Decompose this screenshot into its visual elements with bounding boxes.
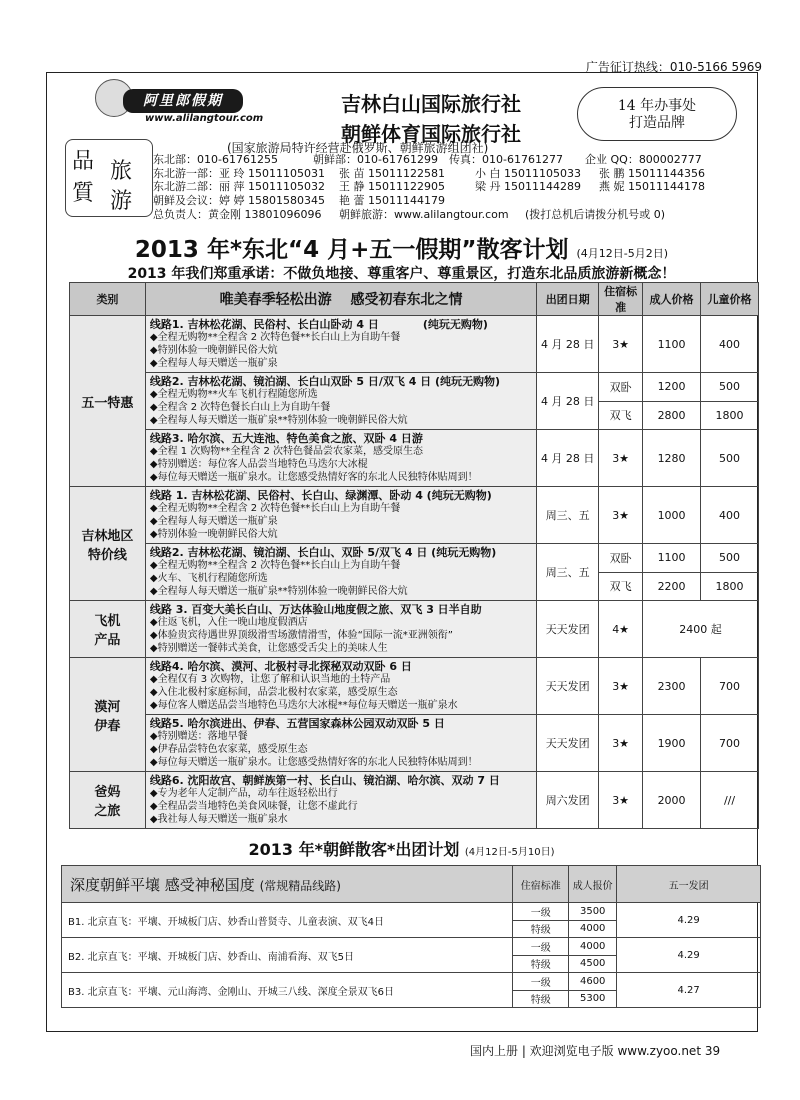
level-cell: 特级 [513, 955, 569, 973]
std-cell: 双卧 [599, 544, 643, 573]
route-bullet: ◆全程每人每天赠送一瓶矿泉 [149, 358, 278, 369]
table-row [70, 373, 759, 402]
header-date: 五一发团 [617, 866, 761, 903]
date-cell: 周六发团 [537, 772, 599, 829]
contact: 张 苗 15011122581 [339, 166, 445, 180]
child-cell: 700 [701, 658, 759, 715]
child-cell: 1800 [701, 401, 759, 430]
route-bullet: ◆特别体验一晚朝鲜民俗大炕 [149, 529, 278, 540]
route-cell: B2. 北京直飞：平壤、开城板门店、妙香山、南浦看海、双飞5日 [62, 938, 513, 973]
table-row [70, 772, 759, 829]
table-row [62, 938, 761, 956]
table-row [70, 430, 759, 487]
date-cell: 周三、五 [537, 487, 599, 544]
route-cell [145, 316, 536, 373]
contact: 传真：010-61761277 [449, 153, 563, 166]
header-category: 类别 [70, 283, 146, 316]
route-bullet: ◆伊春品尝特色农家菜，感受原生态 [149, 744, 308, 755]
route-title: 线路 1. 吉林松花湖、民俗村、长白山、绿渊潭、卧动 4 (纯玩无购物) [149, 489, 492, 502]
route-cell: B1. 北京直飞：平壤、开城板门店、妙香山普贤寺、儿童表演、双飞4日 [62, 903, 513, 938]
korea-plan-title: 2013 年*朝鲜散客*出团计划 (4月12日-5月10日) [248, 840, 555, 859]
route-bullet: ◆全程品尝当地特色美食风味餐，让您不虚此行 [149, 801, 358, 812]
child-cell: 500 [701, 430, 759, 487]
route-bullet: ◆全程无购物**火车飞机行程随您所选 [149, 389, 318, 400]
adult-cell: 1100 [643, 544, 701, 573]
contact: 朝鲜及会议：婷 婷 15801580345 [153, 194, 325, 208]
std-cell: 3★ [599, 715, 643, 772]
date-cell: 4 月 28 日 [537, 316, 599, 373]
route-bullet: ◆每位每天赠送一瓶矿泉水。让您感受热情好客的东北人民独特体贴周到！ [149, 472, 478, 483]
contact: 王 静 15011122905 [339, 180, 445, 194]
route-bullet: ◆全程 1 次购物**全程含 2 次特色餐品尝农家菜，感受原生态 [149, 446, 424, 457]
table-header [62, 866, 761, 903]
date-cell: 天天发团 [537, 658, 599, 715]
table-row [70, 715, 759, 772]
page-frame [46, 72, 758, 1032]
route-cell [145, 772, 536, 829]
route-cell [145, 544, 536, 601]
route-bullet: ◆全程每人每天赠送一瓶矿泉**特别体验一晚朝鲜民俗大炕 [149, 586, 408, 597]
route-bullet: ◆体验贵宾待遇世界顶级滑雪场激情滑雪，体验“国际一流*亚洲领衔” [149, 630, 453, 641]
date-cell: 周三、五 [537, 544, 599, 601]
child-cell: 500 [701, 373, 759, 402]
child-cell: 400 [701, 487, 759, 544]
child-cell: 400 [701, 316, 759, 373]
agency-name-2: 朝鲜体育国际旅行社 [341, 122, 521, 146]
std-cell: 3★ [599, 316, 643, 373]
route-title: 线路4. 哈尔滨、漠河、北极村寻北探秘双动双卧 6 日 [149, 660, 412, 673]
korea-header-title: 深度朝鲜平壤 感受神秘国度 (常规精品线路) [62, 866, 513, 903]
std-cell: 3★ [599, 430, 643, 487]
contact: 小 白 15011105033 [475, 166, 581, 180]
table-row [70, 544, 759, 573]
category-cell: 吉林地区 特价线 [70, 487, 146, 601]
route-bullet: ◆往返飞机，入住一晚山地度假酒店 [149, 617, 308, 628]
route-bullet: ◆全程每人每天赠送一瓶矿泉 [149, 516, 278, 527]
ad-hotline: 广告征订热线：010-5166 5969 [585, 60, 762, 74]
adult-cell: 1100 [643, 316, 701, 373]
brand-logo [95, 79, 264, 124]
date-cell: 天天发团 [537, 601, 599, 658]
child-cell: 500 [701, 544, 759, 573]
domestic-table [69, 282, 759, 829]
std-cell: 双飞 [599, 572, 643, 601]
table-row [70, 658, 759, 715]
category-cell: 五一特惠 [70, 316, 146, 487]
price-cell: 4600 [569, 973, 617, 991]
route-cell [145, 487, 536, 544]
price-cell: 4000 [569, 920, 617, 938]
date-cell: 4.29 [617, 938, 761, 973]
license-note: (国家旅游局特许经营赴俄罗斯、朝鲜旅游组团社) [227, 141, 489, 155]
route-bullet: ◆全程无购物**全程含 2 次特色餐**长白山上为自助午餐 [149, 332, 401, 343]
date-cell: 4.27 [617, 973, 761, 1008]
date-cell: 4 月 28 日 [537, 430, 599, 487]
contacts [153, 153, 705, 221]
table-row [62, 903, 761, 921]
korea-table [61, 865, 761, 1008]
price-cell: 4000 [569, 938, 617, 956]
brand-name: 阿里郎假期 [123, 89, 243, 113]
contact: 东北游二部：丽 萍 15011105032 [153, 180, 325, 194]
contact: 总负责人：黄金刚 13801096096 [153, 207, 322, 221]
std-cell: 4★ [599, 601, 643, 658]
promise: 2013 年我们郑重承诺：不做负地接、尊重客户、尊重景区，打造东北品质旅游新概念！ [127, 266, 676, 282]
route-bullet: ◆每位每天赠送一瓶矿泉水。让您感受热情好客的东北人民独特体贴周到！ [149, 757, 478, 768]
category-cell: 爸妈 之旅 [70, 772, 146, 829]
date-cell: 天天发团 [537, 715, 599, 772]
contact: 企业 QQ：800002777 [585, 153, 702, 166]
std-cell: 双飞 [599, 401, 643, 430]
date-range: (4月12日-5月10日) [464, 847, 555, 858]
std-cell: 3★ [599, 658, 643, 715]
header-adult: 成人报价 [569, 866, 617, 903]
route-title: 线路5. 哈尔滨进出、伊春、五营国家森林公园双动双卧 5 日 [149, 717, 445, 730]
child-cell: /// [701, 772, 759, 829]
slogan-line-1: 14 年办事处 [617, 98, 697, 114]
header-std: 住宿标准 [513, 866, 569, 903]
contact: 朝鲜部：010-61761299 [313, 153, 438, 166]
quality-stamp [65, 139, 153, 217]
std-cell: 3★ [599, 487, 643, 544]
route-bullet: ◆特别体验一晚朝鲜民俗大炕 [149, 345, 278, 356]
contact: 张 鹏 15011144356 [599, 166, 705, 180]
brand-url: www.alilangtour.com [145, 113, 264, 124]
category-cell: 漠河 伊春 [70, 658, 146, 772]
route-bullet: ◆全程每人每天赠送一瓶矿泉**特别体验一晚朝鲜民俗大炕 [149, 415, 408, 426]
contact: 东北游一部：亚 玲 15011105031 [153, 166, 325, 180]
page-footer: 国内上册 | 欢迎浏览电子版 www.zyoo.net 39 [470, 1044, 721, 1058]
route-cell [145, 601, 536, 658]
route-bullet: ◆全程无购物**全程含 2 次特色餐**长白山上为自助午餐 [149, 503, 401, 514]
contact: 朝鲜旅游：www.alilangtour.com [339, 207, 509, 221]
route-cell: B3. 北京直飞：平壤、元山海湾、金刚山、开城三八线、深度全景双飞6日 [62, 973, 513, 1008]
adult-cell: 2400 起 [643, 601, 759, 658]
contact: (拨打总机后请拨分机号或 0) [525, 207, 666, 221]
route-title: 线路 3. 百变大美长白山、万达体验山地度假之旅、双飞 3 日半自助 [149, 603, 482, 616]
route-cell [145, 658, 536, 715]
header-title: 唯美春季轻松出游 感受初春东北之情 [145, 283, 536, 316]
route-title: 线路2. 吉林松花湖、镜泊湖、长白山双卧 5 日/双飞 4 日 (纯玩无购物) [149, 375, 501, 388]
adult-cell: 2800 [643, 401, 701, 430]
std-cell: 双卧 [599, 373, 643, 402]
adult-cell: 2300 [643, 658, 701, 715]
header [47, 73, 756, 221]
route-bullet: ◆每位客人赠送品尝当地特色马迭尔大冰棍**每位每天赠送一瓶矿泉水 [149, 700, 458, 711]
level-cell: 特级 [513, 990, 569, 1008]
route-bullet: ◆入住北极村家庭标间，品尝北极村农家菜，感受原生态 [149, 687, 398, 698]
std-cell: 3★ [599, 772, 643, 829]
route-bullet: ◆特别赠送：落地早餐 [149, 731, 248, 742]
table-row [70, 601, 759, 658]
table-header [70, 283, 759, 316]
route-bullet: ◆特别赠送：每位客人品尝当地特色马迭尔大冰棍 [149, 459, 368, 470]
agency-name-1: 吉林白山国际旅行社 [341, 92, 521, 116]
contact: 梁 丹 15011144289 [475, 180, 581, 194]
route-cell [145, 715, 536, 772]
adult-cell: 2000 [643, 772, 701, 829]
category-cell: 飞机 产品 [70, 601, 146, 658]
level-cell: 一级 [513, 973, 569, 991]
stamp-char: 品 [72, 149, 95, 174]
route-title: 线路3. 哈尔滨、五大连池、特色美食之旅、双卧 4 日游 [149, 432, 423, 445]
route-title: 线路2. 吉林松花湖、镜泊湖、长白山、双卧 5/双飞 4 日 (纯玩无购物) [149, 546, 497, 559]
header-std: 住宿标准 [599, 283, 643, 316]
header-child: 儿童价格 [701, 283, 759, 316]
adult-cell: 2200 [643, 572, 701, 601]
route-bullet: ◆火车、飞机行程随您所选 [149, 573, 268, 584]
level-cell: 一级 [513, 938, 569, 956]
table-row [62, 973, 761, 991]
price-cell: 4500 [569, 955, 617, 973]
child-cell: 1800 [701, 572, 759, 601]
contact: 艳 蕾 15011144179 [339, 194, 445, 208]
level-cell: 一级 [513, 903, 569, 921]
route-bullet: ◆我社每人每天赠送一瓶矿泉水 [149, 814, 288, 825]
stamp-char: 旅 [110, 159, 133, 184]
route-bullet: ◆全程含 2 次特色餐长白山上为自助午餐 [149, 402, 331, 413]
date-cell: 4.29 [617, 903, 761, 938]
adult-cell: 1200 [643, 373, 701, 402]
route-bullet: ◆全程无购物**全程含 2 次特色餐**长白山上为自助午餐 [149, 560, 401, 571]
route-bullet: ◆专为老年人定制产品，动车往返轻松出行 [149, 788, 338, 799]
stamp-char: 游 [110, 189, 133, 214]
slogan-cloud [577, 87, 737, 141]
header-adult: 成人价格 [643, 283, 701, 316]
date-cell: 4 月 28 日 [537, 373, 599, 430]
table-row [70, 487, 759, 544]
header-date: 出团日期 [537, 283, 599, 316]
domestic-plan-title: 2013 年*东北“4 月+五一假期”散客计划 (4月12日-5月2日) [134, 237, 669, 263]
price-cell: 5300 [569, 990, 617, 1008]
route-bullet: ◆全程仅有 3 次购物，让您了解和认识当地的土特产品 [149, 674, 391, 685]
route-cell [145, 373, 536, 430]
child-cell: 700 [701, 715, 759, 772]
route-title: 线路1. 吉林松花湖、民俗村、长白山卧动 4 日 (纯玩无购物) [149, 318, 488, 331]
adult-cell: 1000 [643, 487, 701, 544]
stamp-char: 質 [72, 181, 95, 206]
slogan-line-2: 打造品牌 [629, 115, 685, 131]
date-range: (4月12日-5月2日) [576, 247, 669, 260]
table-row [70, 316, 759, 373]
route-bullet: ◆特别赠送一餐韩式美食，让您感受舌尖上的美味人生 [149, 643, 388, 654]
route-title: 线路6. 沈阳故宫、朝鲜族第一村、长白山、镜泊湖、哈尔滨、双动 7 日 [149, 774, 500, 787]
contact: 东北部：010-61761255 [153, 153, 278, 166]
level-cell: 特级 [513, 920, 569, 938]
price-cell: 3500 [569, 903, 617, 921]
route-cell [145, 430, 536, 487]
adult-cell: 1280 [643, 430, 701, 487]
contact: 燕 妮 15011144178 [599, 180, 705, 194]
adult-cell: 1900 [643, 715, 701, 772]
